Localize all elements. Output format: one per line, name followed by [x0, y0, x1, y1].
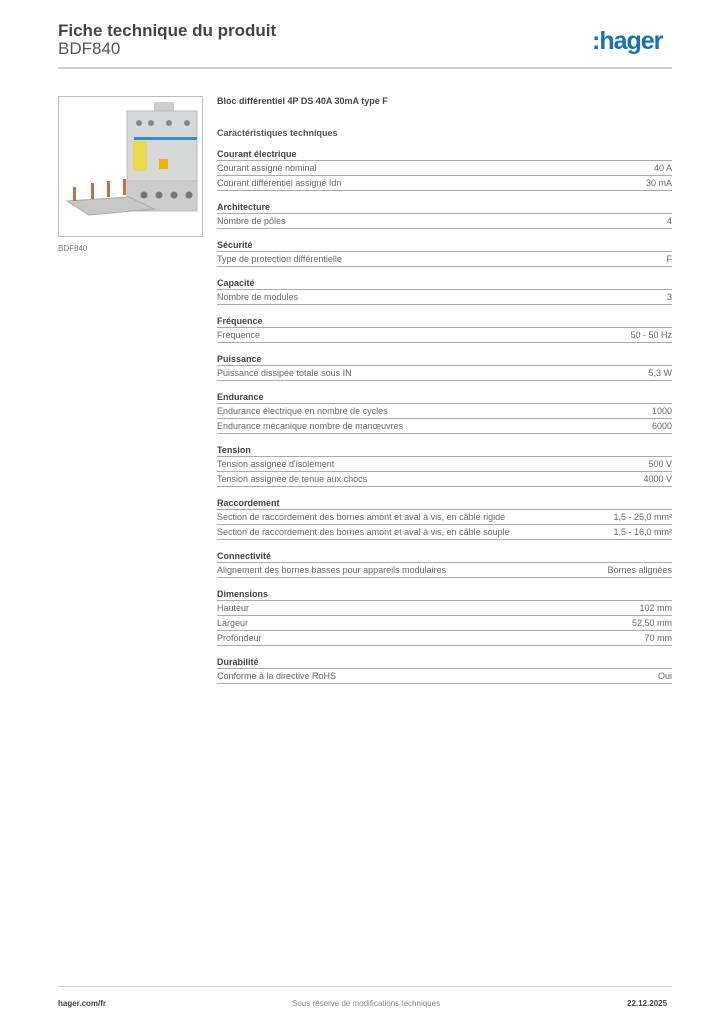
spec-row — [217, 214, 672, 229]
spec-value: Oui — [657, 671, 672, 681]
header-divider — [58, 67, 672, 69]
spec-label: Endurance mécanique nombre de manœuvres — [217, 421, 404, 431]
product-code: BDF840 — [58, 39, 121, 58]
spec-row — [217, 252, 672, 267]
group-title: Dimensions — [217, 588, 672, 601]
spec-value: F — [666, 254, 672, 264]
spec-row — [217, 290, 672, 305]
spec-row — [217, 176, 672, 191]
spec-label: Conforme à la directive RoHS — [217, 671, 337, 681]
spec-value: 102 mm — [639, 603, 672, 613]
footer-divider — [58, 986, 672, 987]
spec-label: Nombre de pôles — [217, 216, 286, 226]
spec-group — [217, 353, 672, 381]
spec-row — [217, 161, 672, 176]
spec-row — [217, 601, 672, 616]
spec-row — [217, 419, 672, 434]
page-title: Fiche technique du produit — [58, 21, 277, 40]
spec-label: Courant assigné nominal — [217, 163, 317, 173]
spec-label: Type de protection différentielle — [217, 254, 342, 264]
product-image — [58, 96, 203, 237]
spec-row — [217, 563, 672, 578]
spec-group — [217, 239, 672, 267]
spec-value: 50 - 50 Hz — [630, 330, 672, 340]
spec-value: 500 V — [648, 459, 672, 469]
spec-value: 1,5 - 25,0 mm² — [613, 512, 672, 522]
spec-value: 52,50 mm — [631, 618, 672, 628]
spec-label: Alignement des bornes basses pour appareils modulaires — [217, 565, 447, 575]
spec-label: Puissance dissipée totale sous IN — [217, 368, 352, 378]
group-title: Capacité — [217, 277, 672, 290]
spec-value: 5,3 W — [648, 368, 672, 378]
hager-logo: :hager — [592, 27, 663, 55]
spec-row — [217, 616, 672, 631]
spec-row — [217, 510, 672, 525]
spec-value: 1000 — [651, 406, 672, 416]
spec-group — [217, 588, 672, 646]
spec-group — [217, 148, 672, 191]
spec-groups — [217, 148, 672, 684]
group-title: Endurance — [217, 391, 672, 404]
group-title: Connectivité — [217, 550, 672, 563]
spec-group — [217, 550, 672, 578]
group-title: Puissance — [217, 353, 672, 366]
group-title: Courant électrique — [217, 148, 672, 161]
group-title: Sécurité — [217, 239, 672, 252]
spec-group — [217, 497, 672, 540]
image-caption: BDF840 — [58, 244, 88, 253]
footer-website[interactable]: hager.com/fr — [58, 999, 107, 1008]
spec-value: 1,5 - 16,0 mm² — [613, 527, 672, 537]
spec-content — [217, 95, 672, 694]
spec-row — [217, 457, 672, 472]
spec-label: Tension assignée de tenue aux chocs — [217, 474, 368, 484]
spec-value: 4 — [666, 216, 672, 226]
group-title: Tension — [217, 444, 672, 457]
product-name: Bloc différentiel 4P DS 40A 30mA type F — [217, 96, 388, 106]
spec-value: 70 mm — [644, 633, 672, 643]
spec-label: Tension assignée d'isolement — [217, 459, 335, 469]
spec-row — [217, 525, 672, 540]
group-title: Raccordement — [217, 497, 672, 510]
spec-value: 6000 — [651, 421, 672, 431]
spec-value: 3 — [666, 292, 672, 302]
spec-value: 4000 V — [643, 474, 672, 484]
spec-value: Bornes alignées — [607, 565, 672, 575]
spec-group — [217, 277, 672, 305]
footer-date: 22.12.2025 — [627, 999, 668, 1008]
spec-label: Largeur — [217, 618, 249, 628]
spec-group — [217, 391, 672, 434]
spec-group — [217, 656, 672, 684]
spec-row — [217, 472, 672, 487]
group-title: Durabilité — [217, 656, 672, 669]
group-title: Fréquence — [217, 315, 672, 328]
spec-group — [217, 315, 672, 343]
section-title: Caractéristiques techniques — [217, 128, 338, 138]
spec-row — [217, 669, 672, 684]
spec-label: Courant différentiel assigné Idn — [217, 178, 342, 188]
spec-label: Hauteur — [217, 603, 250, 613]
spec-group — [217, 201, 672, 229]
spec-group — [217, 444, 672, 487]
group-title: Architecture — [217, 201, 672, 214]
spec-label: Section de raccordement des bornes amont et aval à vis, en câble rigide — [217, 512, 506, 522]
spec-label: Section de raccordement des bornes amont et aval à vis, en câble souple — [217, 527, 510, 537]
footer-disclaimer: Sous réserve de modifications techniques — [292, 999, 441, 1008]
spec-value: 30 mA — [645, 178, 672, 188]
spec-label: Endurance électrique en nombre de cycles — [217, 406, 388, 416]
spec-label: Profondeur — [217, 633, 262, 643]
spec-row — [217, 631, 672, 646]
spec-label: Nombre de modules — [217, 292, 299, 302]
spec-label: Fréquence — [217, 330, 261, 340]
spec-row — [217, 404, 672, 419]
spec-row — [217, 328, 672, 343]
spec-value: 40 A — [653, 163, 672, 173]
spec-row — [217, 366, 672, 381]
